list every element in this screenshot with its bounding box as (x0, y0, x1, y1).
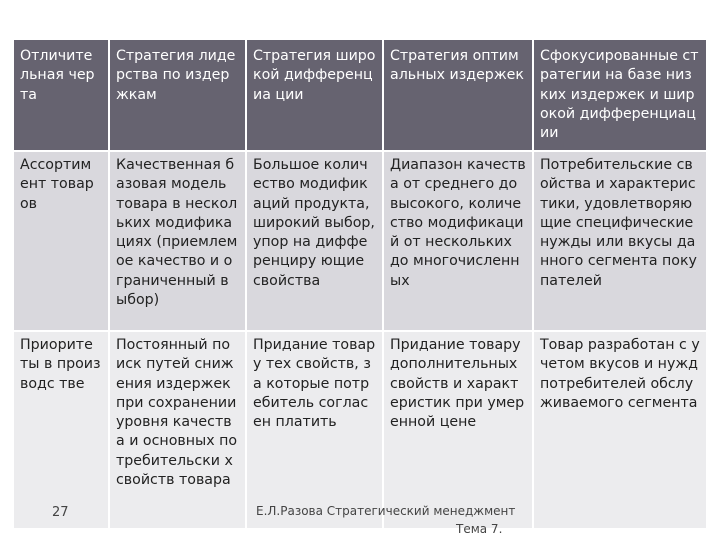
header-cell-focused: Сфокусированные стратегии на базе низких издержек и широкой дифференциации (533, 40, 706, 151)
strategy-comparison-table (14, 40, 706, 528)
table-cell: Придание товару дополнительных свойств и характеристик при умеренной цене (383, 331, 533, 528)
table-cell: Придание товару тех свойств, за которые потребитель согласен платить (246, 331, 383, 528)
row-label-production-priorities: Приорите ты в производс тве (14, 331, 109, 528)
table-row (14, 151, 706, 331)
page-number: 27 (52, 505, 69, 520)
table-cell: Большое количество модификаций продукта, широкий выбор, упор на дифференциру ющие свойства (246, 151, 383, 331)
table-cell: Качественная базовая модель товара в нескольких модификациях (приемлемое качество и ограниченный выбор) (109, 151, 246, 331)
footer-author: Е.Л.Разова Стратегический менеджмент (256, 504, 516, 518)
header-cell-best-cost: Стратегия оптимальных издержек (383, 40, 533, 151)
table-cell: Диапазон качества от среднего до высокого, количество модификаций от нескольких до многочисленных (383, 151, 533, 331)
header-cell-broad-differentiation: Стратегия широкой дифференциа ции (246, 40, 383, 151)
header-cell-cost-leadership: Стратегия лидерства по издержкам (109, 40, 246, 151)
table-cell: Потребительские свойства и характеристики, удовлетворяющие специфические нужды или вкусы данного сегмента покупателей (533, 151, 706, 331)
footer-topic: Тема 7. (456, 522, 503, 536)
table-cell: Постоянный поиск путей снижения издержек при сохранении уровня качества и основных потребительски х свойств товара (109, 331, 246, 528)
header-cell-feature: Отличите льная черта (14, 40, 109, 151)
table-header-row (14, 40, 706, 151)
row-label-assortment: Ассортим ент товаров (14, 151, 109, 331)
table-row (14, 331, 706, 528)
table-cell: Товар разработан с учетом вкусов и нужд потребителей обслуживаемого сегмента (533, 331, 706, 528)
